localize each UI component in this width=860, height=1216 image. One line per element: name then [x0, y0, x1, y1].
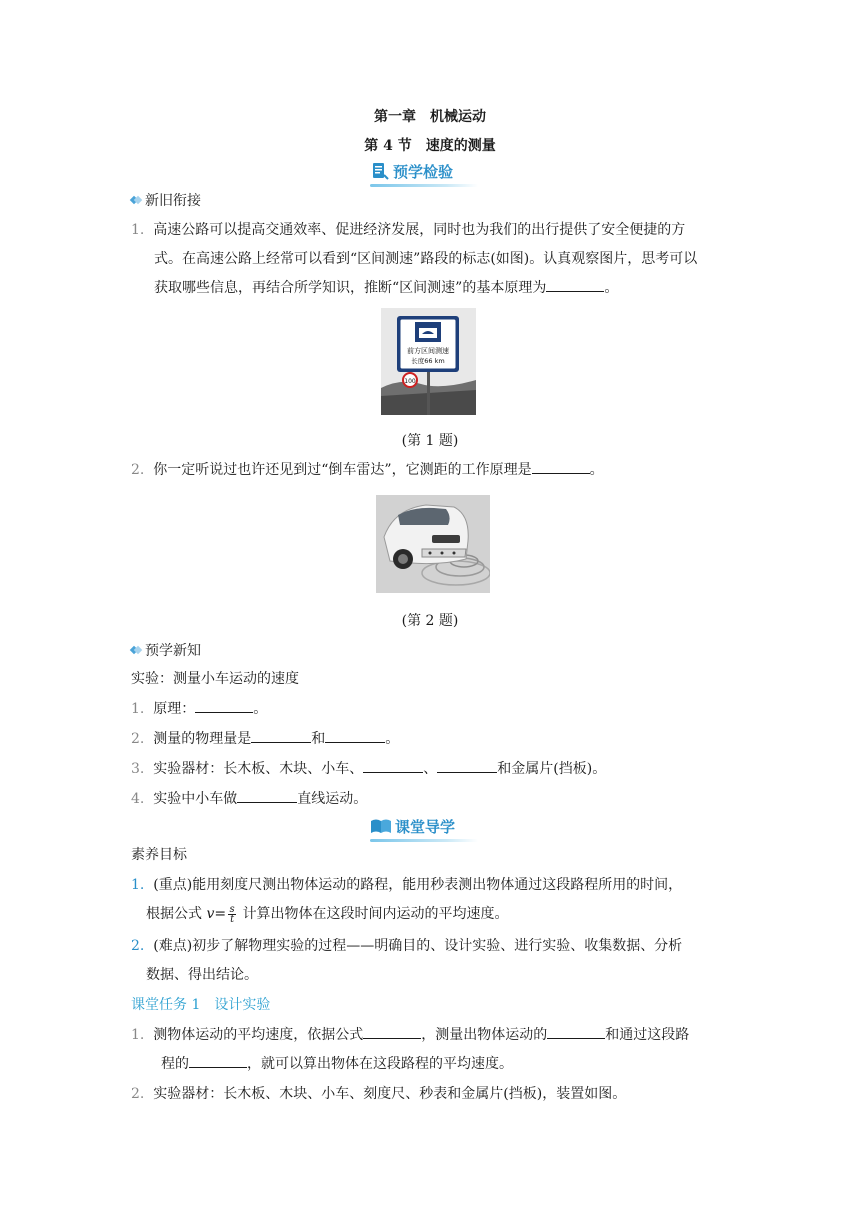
- fraction-denominator: t: [230, 913, 235, 925]
- item-text: 测物体运动的平均速度，依据公式: [153, 1027, 364, 1043]
- banner-underline: [370, 839, 478, 842]
- punctuation: 。: [253, 701, 268, 717]
- item-text: 实验器材：长木板、木块、小车、: [153, 761, 364, 777]
- item-text: 和: [311, 731, 326, 747]
- banner-label: 课堂导学: [395, 817, 456, 836]
- sign-text-line-1: 前方区间测速: [407, 347, 449, 355]
- answer-blank[interactable]: [546, 279, 604, 292]
- question-1-line-1: [131, 221, 685, 239]
- reverse-radar-car-photo: [376, 495, 490, 593]
- banner-label: 预学检验: [393, 162, 454, 181]
- section-heading-new-knowledge: [131, 640, 201, 660]
- item-text: 和金属片(挡板)。: [497, 761, 607, 777]
- classroom-guide-banner: [370, 815, 478, 837]
- interval-speed-sign-photo: [381, 308, 476, 415]
- task-1-item-2: [131, 1085, 626, 1103]
- answer-blank[interactable]: [251, 730, 311, 743]
- item-text: 和通过这段路: [605, 1027, 690, 1043]
- preview-check-banner: [370, 160, 478, 182]
- goal-2-line-1: [131, 937, 682, 955]
- section-title: 第 4 节 速度的测量: [364, 138, 496, 154]
- goal-text: 计算出物体在这段时间内运动的平均速度。: [242, 906, 509, 922]
- question-2: [131, 461, 604, 479]
- item-number: 3.: [131, 761, 145, 777]
- figure-1-caption: (第 1 题): [401, 433, 459, 449]
- sign-text-line-2: 长度66 km: [411, 357, 445, 365]
- item-text: 实验器材：长木板、木块、小车、刻度尺、秒表和金属片(挡板)，装置如图。: [153, 1086, 627, 1102]
- item-number: 1.: [131, 701, 145, 717]
- answer-blank[interactable]: [547, 1026, 605, 1039]
- diamond-bullet-icon: [131, 196, 141, 204]
- experiment-item-1: [131, 700, 267, 718]
- diamond-bullet-icon: [131, 646, 141, 654]
- answer-blank[interactable]: [325, 730, 385, 743]
- speed-limit-text: 100: [404, 378, 416, 385]
- question-1-line-3: [154, 279, 618, 297]
- task-1-item-1-line-2: [161, 1055, 513, 1073]
- open-book-icon: [370, 817, 392, 835]
- punctuation: 。: [604, 280, 619, 296]
- answer-blank[interactable]: [363, 1026, 421, 1039]
- punctuation: 。: [589, 462, 604, 478]
- answer-blank[interactable]: [195, 700, 253, 713]
- goal-2-line-2: 数据、得出结论。: [146, 967, 258, 983]
- question-1-line-2: 式。在高速公路上经常可以看到“区间测速”路段的标志(如图)。认真观察图片，思考可以: [154, 251, 698, 267]
- item-text: 原理：: [153, 701, 196, 717]
- item-text: ，就可以算出物体在这段路程的平均速度。: [247, 1056, 513, 1072]
- goal-number: 2.: [131, 938, 145, 954]
- punctuation: 。: [385, 731, 400, 747]
- section-heading-old-new: [131, 190, 201, 210]
- item-text: 程的: [161, 1056, 189, 1072]
- formula-equals: =: [214, 906, 227, 922]
- goal-number: 1.: [131, 877, 145, 893]
- item-number: 2.: [131, 731, 145, 747]
- question-text: 你一定听说过也许还见到过“倒车雷达”，它测距的工作原理是: [153, 462, 532, 478]
- question-text: 获取哪些信息，再结合所学知识，推断“区间测速”的基本原理为: [154, 280, 547, 296]
- experiment-item-4: [131, 790, 367, 808]
- task-1-heading: 课堂任务 1 设计实验: [131, 997, 271, 1013]
- question-number: 2.: [131, 462, 145, 478]
- fraction-numerator: s: [229, 903, 235, 915]
- goal-text: 根据公式: [146, 906, 202, 922]
- question-text: 高速公路可以提高交通效率、促进经济发展，同时也为我们的出行提供了安全便捷的方: [153, 222, 686, 238]
- experiment-item-2: [131, 730, 399, 748]
- section-heading-label: 新旧衔接: [145, 193, 201, 209]
- question-number: 1.: [131, 222, 145, 238]
- goal-1-line-2: [146, 903, 509, 925]
- item-text: 测量的物理量是: [153, 731, 252, 747]
- goal-1-line-1: [131, 876, 682, 894]
- item-text: ，测量出物体运动的: [421, 1027, 548, 1043]
- formula-v: v: [206, 906, 215, 922]
- chapter-title: 第一章 机械运动: [374, 109, 486, 125]
- item-number: 2.: [131, 1086, 145, 1102]
- experiment-title: 实验：测量小车运动的速度: [131, 671, 299, 687]
- experiment-item-3: [131, 760, 606, 778]
- book-page-icon: [370, 161, 390, 181]
- answer-blank[interactable]: [237, 790, 297, 803]
- formula-fraction: [228, 905, 236, 924]
- section-heading-label: 预学新知: [145, 643, 201, 659]
- item-text: 直线运动。: [297, 791, 368, 807]
- goal-text: (重点)能用刻度尺测出物体运动的路程，能用秒表测出物体通过这段路程所用的时间，: [153, 877, 683, 893]
- task-1-item-1-line-1: [131, 1026, 689, 1044]
- goals-heading: 素养目标: [131, 847, 187, 863]
- punctuation: 、: [423, 761, 438, 777]
- item-number: 4.: [131, 791, 145, 807]
- answer-blank[interactable]: [363, 760, 423, 773]
- answer-blank[interactable]: [532, 461, 590, 474]
- item-text: 实验中小车做: [153, 791, 238, 807]
- figure-2-caption: (第 2 题): [401, 613, 459, 629]
- banner-underline: [370, 184, 478, 187]
- answer-blank[interactable]: [189, 1055, 247, 1068]
- answer-blank[interactable]: [437, 760, 497, 773]
- item-number: 1.: [131, 1027, 145, 1043]
- goal-text: (难点)初步了解物理实验的过程——明确目的、设计实验、进行实验、收集数据、分析: [153, 938, 683, 954]
